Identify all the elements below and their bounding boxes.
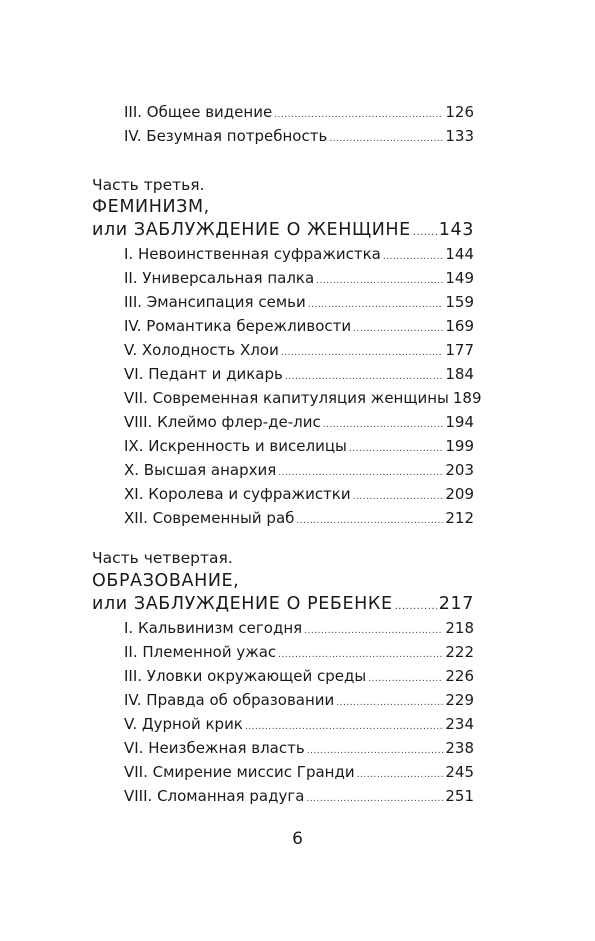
leader-dots [274, 105, 443, 125]
leader-dots [323, 415, 444, 435]
toc-entry-title: XII. Современный раб [124, 509, 295, 527]
toc-entry-page: 199 [445, 437, 474, 455]
toc-entry-page: 229 [445, 691, 474, 709]
toc-entry [124, 126, 474, 149]
toc-entry-title: IX. Искренность и виселицы [124, 437, 347, 455]
part-page: 143 [438, 220, 474, 240]
toc-entry [124, 460, 474, 483]
leader-dots [329, 129, 443, 149]
leader-dots [308, 295, 444, 315]
toc-entry-page: 144 [445, 245, 474, 263]
toc-entry-title: III. Эмансипация семьи [124, 293, 306, 311]
toc-entry [124, 364, 474, 387]
leader-dots [395, 597, 437, 617]
part-label: Часть четвертая. [92, 549, 233, 567]
leader-dots [296, 511, 443, 531]
toc-entry-title: VII. Смирение миссис Гранди [124, 763, 355, 781]
toc-entry-title: III. Общее видение [124, 103, 273, 121]
toc-entry-page: 126 [445, 103, 474, 121]
leader-dots [306, 789, 443, 809]
toc-entry-page: 194 [445, 413, 474, 431]
leader-dots [368, 669, 443, 689]
leader-dots [353, 319, 443, 339]
toc-entry-page: 169 [445, 317, 474, 335]
toc-entry-page: 177 [445, 341, 474, 359]
toc-entry [124, 412, 474, 435]
toc-entry [124, 102, 474, 125]
toc-entry-page: 234 [445, 715, 474, 733]
toc-entry-title: III. Уловки окружающей среды [124, 667, 367, 685]
toc-entry [124, 508, 474, 531]
toc-entry [124, 292, 474, 315]
leader-dots [349, 439, 443, 459]
toc-entry-page: 203 [445, 461, 474, 479]
toc-entry-title: XI. Королева и суфражистки [124, 485, 351, 503]
leader-dots [336, 693, 443, 713]
toc-entry-page: 149 [445, 269, 474, 287]
toc-entry-title: VI. Неизбежная власть [124, 739, 305, 757]
leader-dots [307, 741, 444, 761]
toc-entry-page: 218 [445, 619, 474, 637]
leader-dots [316, 271, 443, 291]
leader-dots [383, 247, 444, 267]
leader-dots [357, 765, 444, 785]
part-page: 217 [438, 594, 474, 614]
toc-entry-title: IV. Безумная потребность [124, 127, 328, 145]
leader-dots [304, 621, 443, 641]
toc-entry-title: X. Высшая анархия [124, 461, 277, 479]
toc-entry-title: V. Дурной крик [124, 715, 243, 733]
part-subheading: или ЗАБЛУЖДЕНИЕ О РЕБЕНКЕ [92, 594, 393, 614]
toc-entry [124, 436, 474, 459]
toc-entry-page: 251 [445, 787, 474, 805]
toc-entry [124, 484, 474, 507]
toc-entry [124, 666, 474, 689]
leader-dots [278, 463, 443, 483]
toc-entry-page: 209 [445, 485, 474, 503]
toc-entry-page: 238 [445, 739, 474, 757]
part-subheading-entry [92, 594, 474, 617]
page-number: 6 [292, 829, 303, 849]
toc-entry-page: 212 [445, 509, 474, 527]
toc-entry [124, 642, 474, 665]
toc-entry-page: 184 [445, 365, 474, 383]
toc-entry [124, 714, 474, 737]
toc-entry-title: IV. Правда об образовании [124, 691, 335, 709]
toc-entry-page: 159 [445, 293, 474, 311]
toc-entry [124, 316, 474, 339]
part-subheading-entry [92, 220, 474, 243]
part-heading: ФЕМИНИЗМ, [92, 197, 210, 217]
toc-entry [124, 738, 474, 761]
toc-entry-page: 222 [445, 643, 474, 661]
toc-entry-page: 133 [445, 127, 474, 145]
leader-dots [353, 487, 444, 507]
toc-entry-page: 226 [445, 667, 474, 685]
toc-entry-title: VI. Педант и дикарь [124, 365, 283, 383]
leader-dots [285, 367, 444, 387]
toc-entry [124, 244, 474, 267]
toc-entry-title: VIII. Клеймо флер-де-лис [124, 413, 321, 431]
part-heading: ОБРАЗОВАНИЕ, [92, 571, 240, 591]
toc-entry-page: 245 [445, 763, 474, 781]
toc-entry [124, 618, 474, 641]
toc-entry [124, 786, 474, 809]
part-subheading: или ЗАБЛУЖДЕНИЕ О ЖЕНЩИНЕ [92, 220, 411, 240]
leader-dots [245, 717, 443, 737]
toc-entry-title: II. Универсальная палка [124, 269, 315, 287]
leader-dots [413, 223, 437, 243]
leader-dots [281, 343, 444, 363]
toc-entry-title: V. Холодность Хлои [124, 341, 279, 359]
toc-entry-title: I. Кальвинизм сегодня [124, 619, 303, 637]
part-label: Часть третья. [92, 176, 205, 194]
toc-entry-title: IV. Романтика бережливости [124, 317, 352, 335]
toc-entry [124, 690, 474, 713]
toc-entry-title: II. Племенной ужас [124, 643, 277, 661]
toc-entry [124, 762, 474, 785]
toc-entry [124, 388, 482, 411]
toc-entry-title: I. Невоинственная суфражистка [124, 245, 381, 263]
leader-dots [278, 645, 443, 665]
toc-entry-page: 189 [452, 389, 482, 407]
toc-entry [124, 340, 474, 363]
toc-entry-title: VIII. Сломанная радуга [124, 787, 305, 805]
toc-entry [124, 268, 474, 291]
toc-entry-title: VII. Современная капитуляция женщины [124, 389, 449, 407]
